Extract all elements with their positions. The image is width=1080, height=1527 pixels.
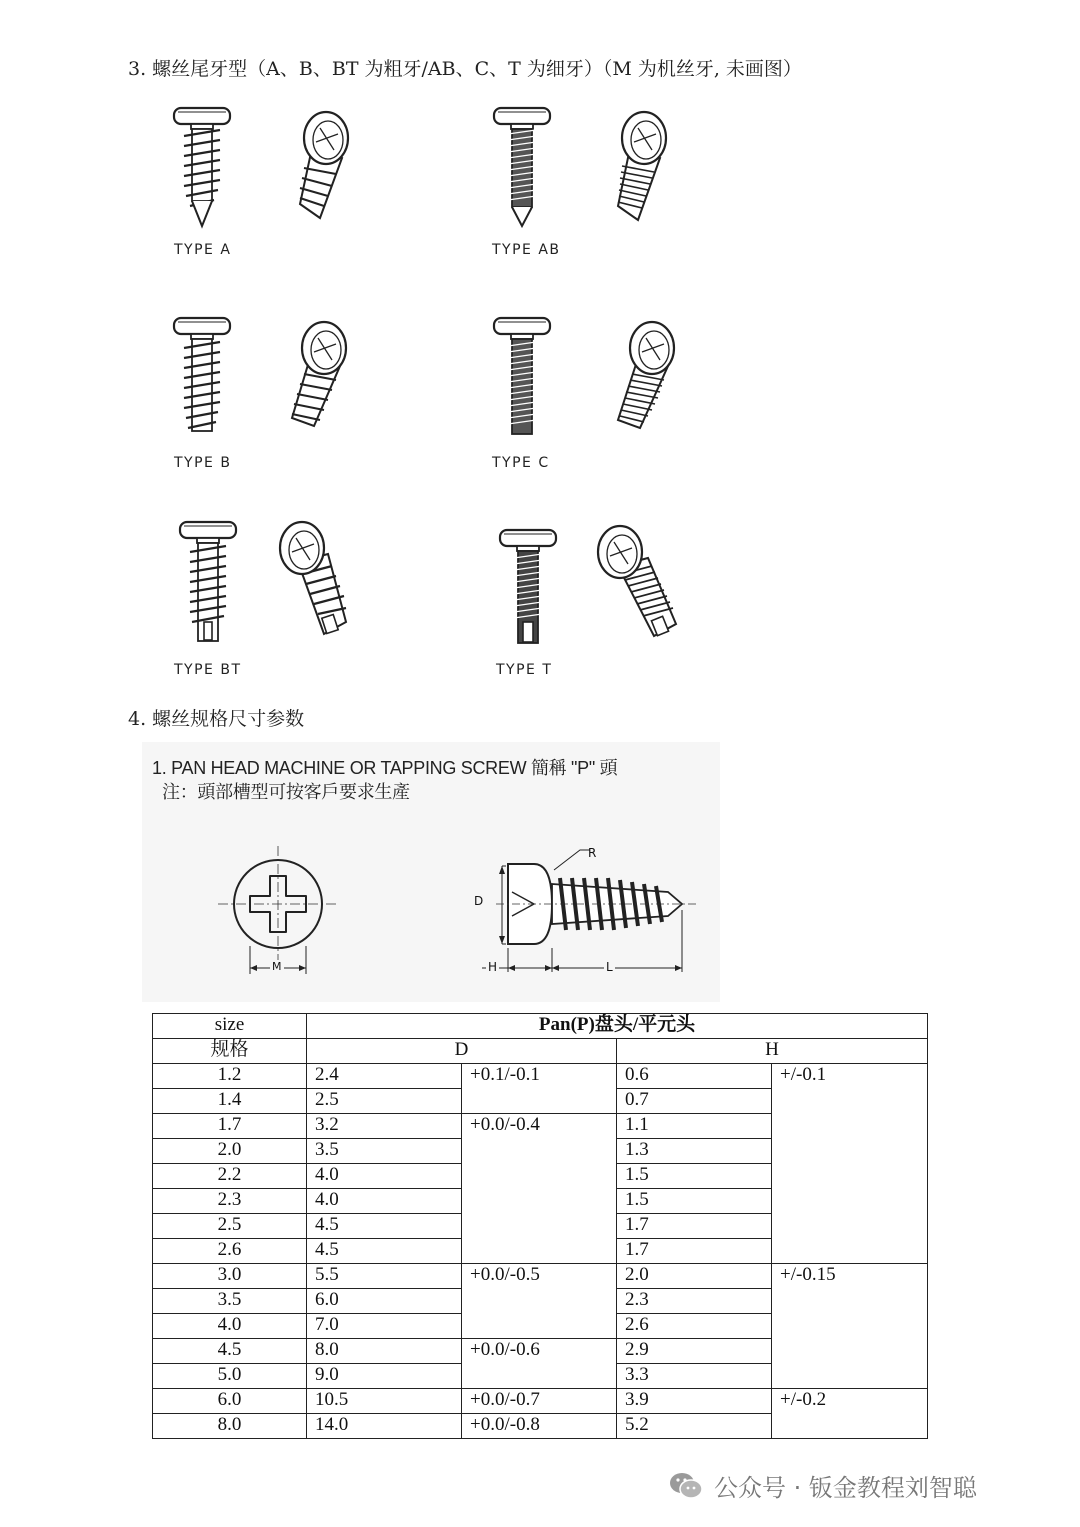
d-value-cell: 4.5	[307, 1214, 462, 1239]
dim-h-label: H	[488, 960, 498, 974]
type-c-label: TYPE C	[492, 455, 550, 471]
h-tolerance-cell: +/-0.15	[772, 1264, 928, 1389]
type-bt-iso-drawing	[262, 518, 362, 644]
d-tolerance-cell: +0.0/-0.4	[462, 1114, 617, 1264]
size-header-en: size	[153, 1014, 307, 1039]
pan-head-spec-table	[152, 1013, 928, 1439]
h-value-cell: 3.3	[617, 1364, 772, 1389]
type-ab-iso-drawing	[600, 108, 690, 228]
size-cell: 1.4	[153, 1089, 307, 1114]
size-cell: 2.6	[153, 1239, 307, 1264]
pan-head-note: 注：頭部槽型可按客戶要求生產	[162, 782, 410, 802]
h-value-cell: 1.7	[617, 1214, 772, 1239]
d-value-cell: 10.5	[307, 1389, 462, 1414]
size-cell: 4.5	[153, 1339, 307, 1364]
h-value-cell: 2.3	[617, 1289, 772, 1314]
type-b-iso-drawing	[270, 318, 360, 438]
table-row	[153, 1064, 928, 1089]
d-value-cell: 2.5	[307, 1089, 462, 1114]
d-tolerance-cell: +0.0/-0.6	[462, 1339, 617, 1389]
type-t-front-drawing	[496, 530, 566, 648]
d-value-cell: 5.5	[307, 1264, 462, 1289]
dim-m-label: M	[272, 960, 282, 973]
size-cell: 6.0	[153, 1389, 307, 1414]
h-value-cell: 2.9	[617, 1339, 772, 1364]
table-row	[153, 1264, 928, 1289]
size-cell: 5.0	[153, 1364, 307, 1389]
section3-heading: 3. 螺丝尾牙型（A、B、BT 为粗牙/AB、C、T 为细牙）（M 为机丝牙, 未画图）	[128, 58, 802, 80]
wechat-icon	[668, 1470, 704, 1502]
group-header: Pan(P)盘头/平元头	[307, 1014, 928, 1039]
type-a-iso-drawing	[282, 108, 372, 228]
d-value-cell: 2.4	[307, 1064, 462, 1089]
pan-head-side-view	[468, 840, 698, 980]
d-value-cell: 3.5	[307, 1139, 462, 1164]
h-tolerance-cell: +/-0.2	[772, 1389, 928, 1439]
d-value-cell: 7.0	[307, 1314, 462, 1339]
d-value-cell: 6.0	[307, 1289, 462, 1314]
d-value-cell: 14.0	[307, 1414, 462, 1439]
h-value-cell: 2.6	[617, 1314, 772, 1339]
h-value-cell: 2.0	[617, 1264, 772, 1289]
type-ab-label: TYPE AB	[492, 242, 561, 258]
type-ab-front-drawing	[490, 108, 560, 238]
section4-heading: 4. 螺丝规格尺寸参数	[128, 708, 305, 730]
h-value-cell: 0.6	[617, 1064, 772, 1089]
size-cell: 2.2	[153, 1164, 307, 1189]
type-a-front-drawing	[170, 108, 240, 238]
size-cell: 1.7	[153, 1114, 307, 1139]
h-header: H	[617, 1039, 928, 1064]
size-header-cn: 规格	[153, 1039, 307, 1064]
type-b-label: TYPE B	[174, 455, 232, 471]
watermark-text: 公众号 · 钣金教程刘智聪	[714, 1474, 977, 1502]
d-tolerance-cell: +0.0/-0.5	[462, 1264, 617, 1339]
table-row	[153, 1389, 928, 1414]
type-bt-front-drawing	[176, 522, 246, 644]
h-tolerance-cell: +/-0.1	[772, 1064, 928, 1264]
h-value-cell: 1.1	[617, 1114, 772, 1139]
type-t-iso-drawing	[584, 520, 694, 646]
d-value-cell: 4.0	[307, 1189, 462, 1214]
size-cell: 2.5	[153, 1214, 307, 1239]
d-tolerance-cell: +0.0/-0.7	[462, 1389, 617, 1414]
h-value-cell: 1.5	[617, 1164, 772, 1189]
d-tolerance-cell: +0.0/-0.8	[462, 1414, 617, 1439]
size-cell: 2.3	[153, 1189, 307, 1214]
size-cell: 2.0	[153, 1139, 307, 1164]
pan-head-figure	[142, 742, 720, 1002]
d-value-cell: 4.5	[307, 1239, 462, 1264]
h-value-cell: 1.3	[617, 1139, 772, 1164]
h-value-cell: 1.7	[617, 1239, 772, 1264]
size-cell: 3.0	[153, 1264, 307, 1289]
pan-head-title: 1. PAN HEAD MACHINE OR TAPPING SCREW 簡稱 "P" 頭	[152, 758, 618, 778]
d-value-cell: 3.2	[307, 1114, 462, 1139]
h-value-cell: 0.7	[617, 1089, 772, 1114]
dim-l-label: L	[606, 960, 613, 974]
watermark	[668, 1468, 977, 1503]
size-cell: 3.5	[153, 1289, 307, 1314]
d-value-cell: 8.0	[307, 1339, 462, 1364]
d-value-cell: 9.0	[307, 1364, 462, 1389]
d-header: D	[307, 1039, 617, 1064]
size-cell: 8.0	[153, 1414, 307, 1439]
type-bt-label: TYPE BT	[174, 662, 242, 678]
size-cell: 4.0	[153, 1314, 307, 1339]
dim-r-label: R	[588, 846, 597, 860]
type-c-front-drawing	[490, 318, 560, 440]
h-value-cell: 3.9	[617, 1389, 772, 1414]
type-b-front-drawing	[170, 318, 240, 440]
type-t-label: TYPE T	[496, 662, 553, 678]
d-tolerance-cell: +0.1/-0.1	[462, 1064, 617, 1114]
h-value-cell: 1.5	[617, 1189, 772, 1214]
type-a-label: TYPE A	[174, 242, 232, 258]
size-cell: 1.2	[153, 1064, 307, 1089]
dim-d-label: D	[474, 894, 484, 908]
d-value-cell: 4.0	[307, 1164, 462, 1189]
h-value-cell: 5.2	[617, 1414, 772, 1439]
type-c-iso-drawing	[598, 318, 688, 438]
